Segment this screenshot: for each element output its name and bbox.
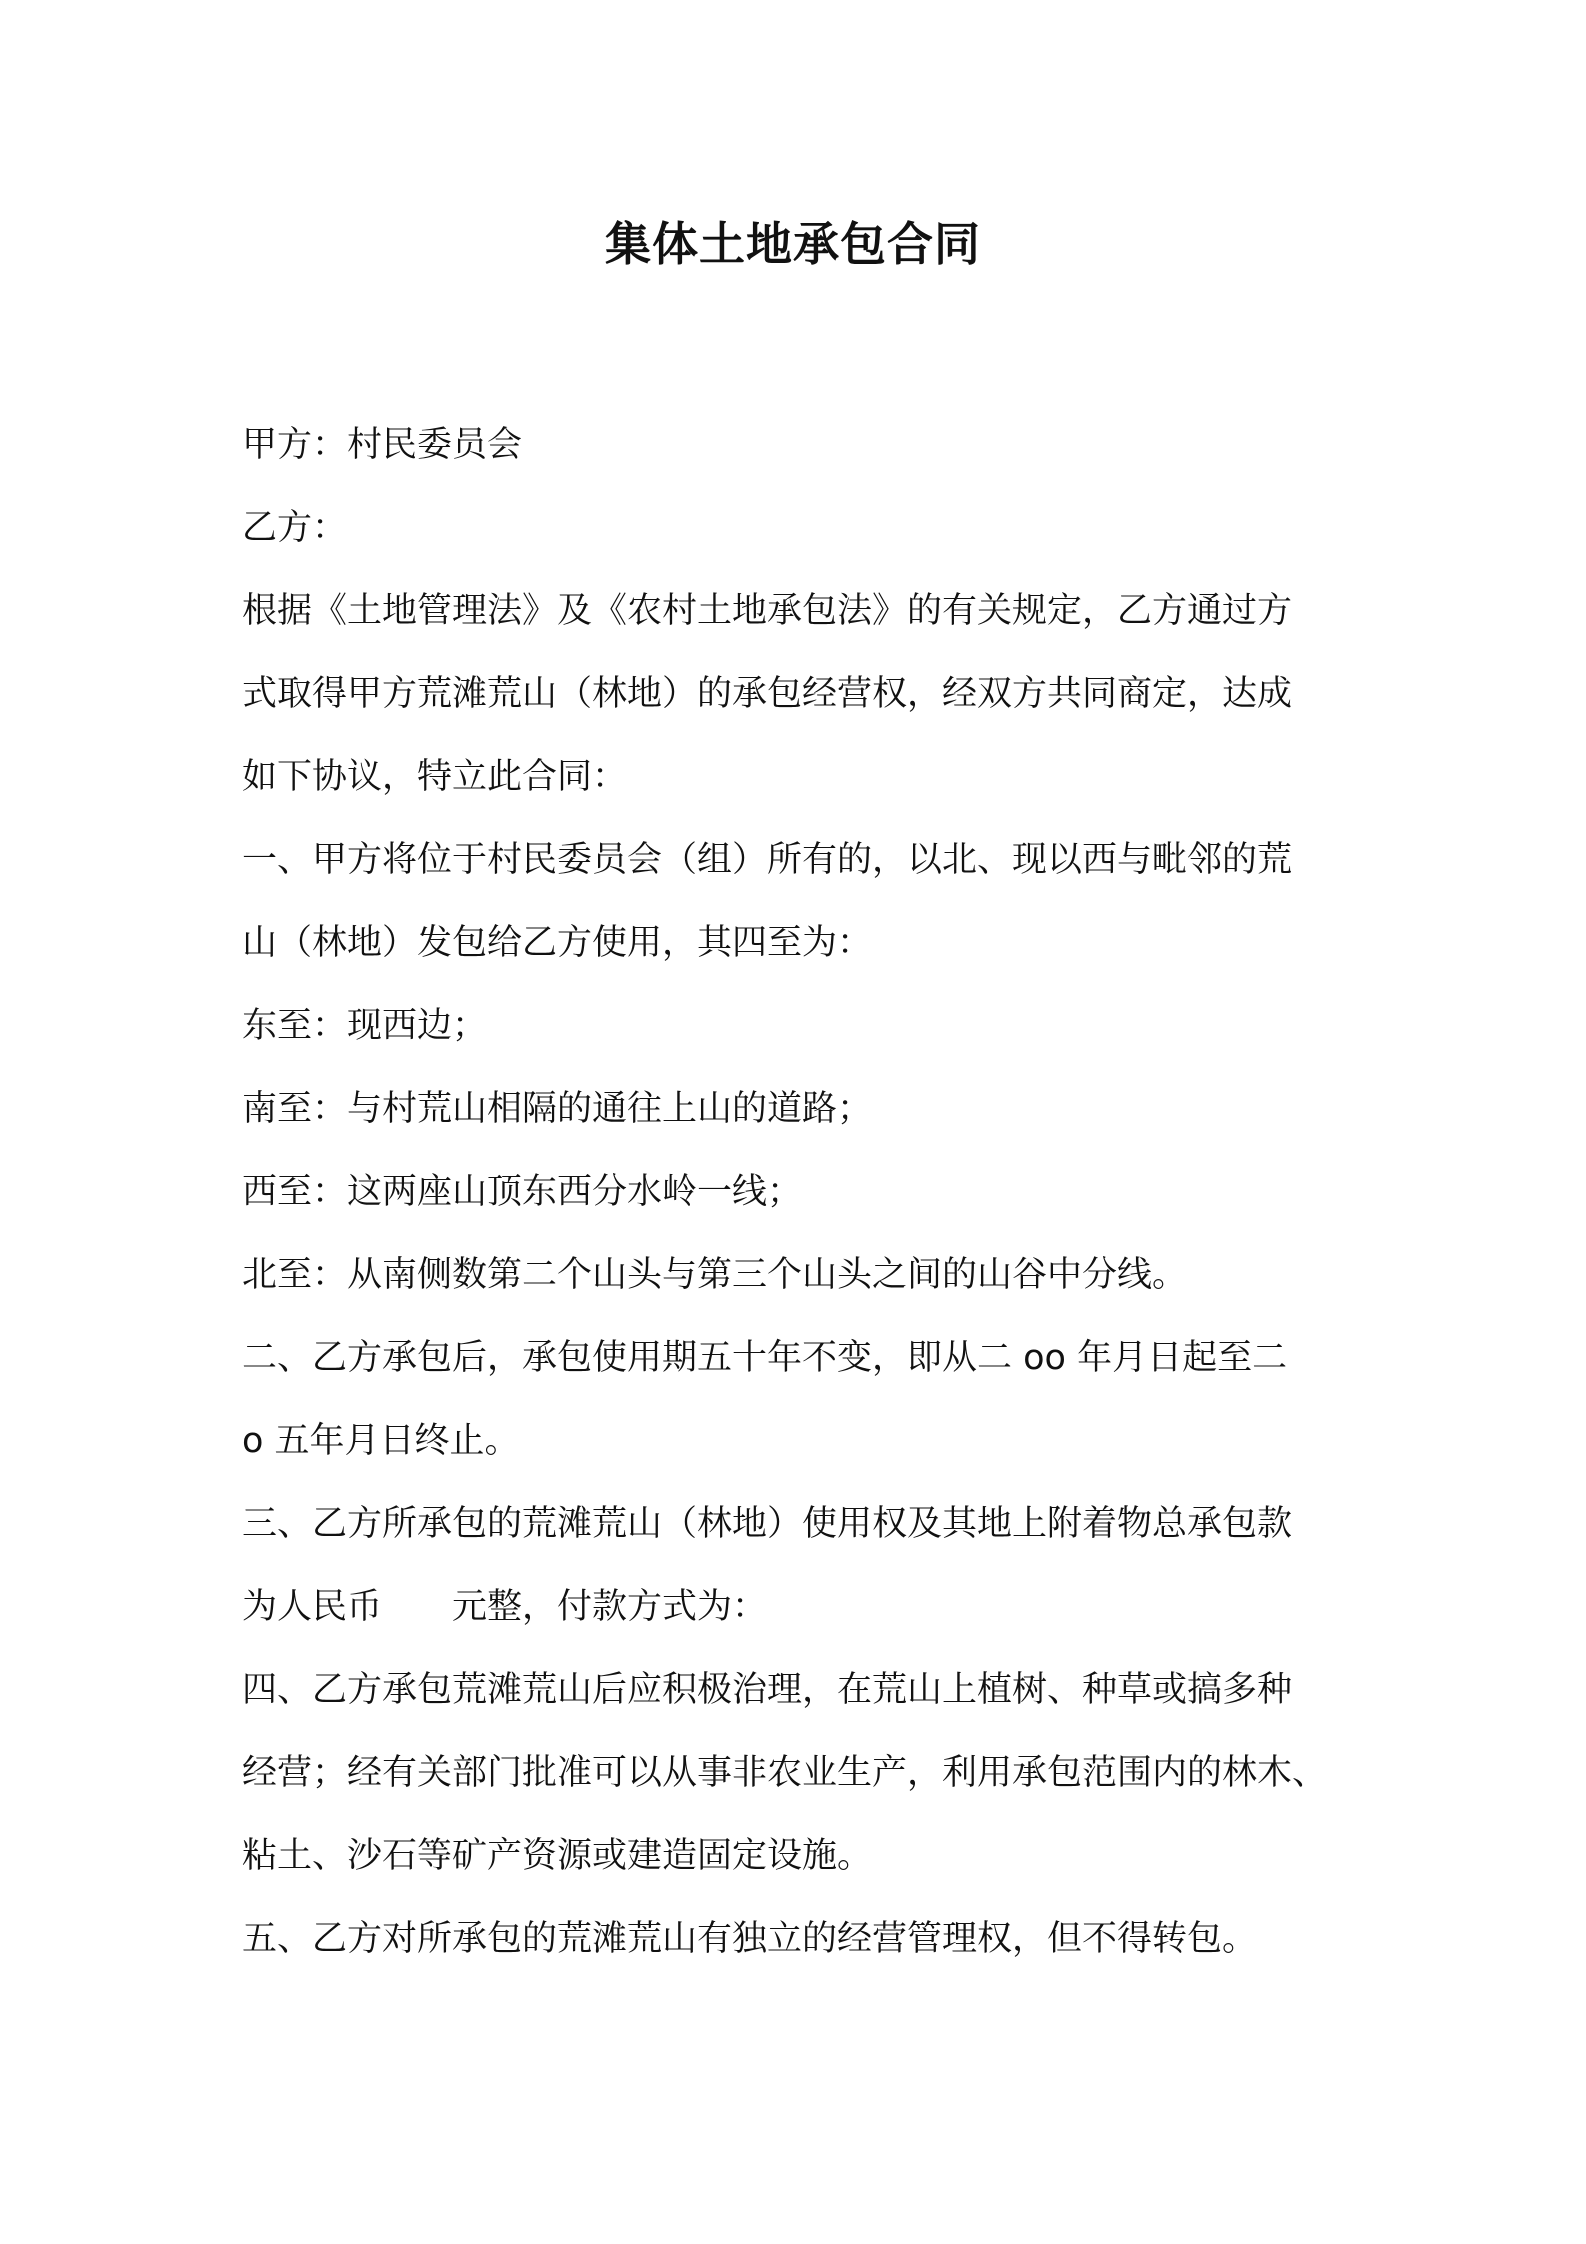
party-a-line: 甲方：村民委员会 [242,425,523,465]
clause-5-line-1: 五、乙方对所承包的荒滩荒山有独立的经营管理权，但不得转包。 [242,1919,1258,1959]
clause-3-line-1: 三、乙方所承包的荒滩荒山（林地）使用权及其地上附着物总承包款 [242,1504,1293,1544]
clause-1-line-2: 山（林地）发包给乙方使用，其四至为： [242,923,873,963]
clause-4-line-3: 粘土、沙石等矿产资源或建造固定设施。 [242,1836,873,1876]
clause-2-line-1: 二、乙方承包后，承包使用期五十年不变，即从二 oo 年月日起至二 [242,1338,1288,1378]
clause-3-line-2: 为人民币 元整，付款方式为： [242,1587,768,1627]
boundary-east: 东至：现西边； [242,1006,488,1046]
clause-2-line-2: o 五年月日终止。 [242,1421,520,1461]
preamble-line-3: 如下协议，特立此合同： [242,757,628,797]
clause-4-line-2: 经营；经有关部门批准可以从事非农业生产，利用承包范围内的林木、 [242,1753,1328,1793]
clause-4-line-1: 四、乙方承包荒滩荒山后应积极治理，在荒山上植树、种草或搞多种 [242,1670,1293,1710]
document-title: 集体土地承包合同 [605,217,981,271]
preamble-line-2: 式取得甲方荒滩荒山（林地）的承包经营权，经双方共同商定，达成 [242,674,1293,714]
party-b-line: 乙方： [242,508,348,548]
boundary-north: 北至：从南侧数第二个山头与第三个山头之间的山谷中分线。 [242,1255,1188,1295]
clause-1-line-1: 一、甲方将位于村民委员会（组）所有的，以北、现以西与毗邻的荒 [242,840,1293,880]
contract-body [242,404,1352,1981]
preamble-line-1: 根据《土地管理法》及《农村土地承包法》的有关规定，乙方通过方 [242,591,1293,631]
boundary-south: 南至：与村荒山相隔的通往上山的道路； [242,1089,873,1129]
boundary-west: 西至：这两座山顶东西分水岭一线； [242,1172,803,1212]
